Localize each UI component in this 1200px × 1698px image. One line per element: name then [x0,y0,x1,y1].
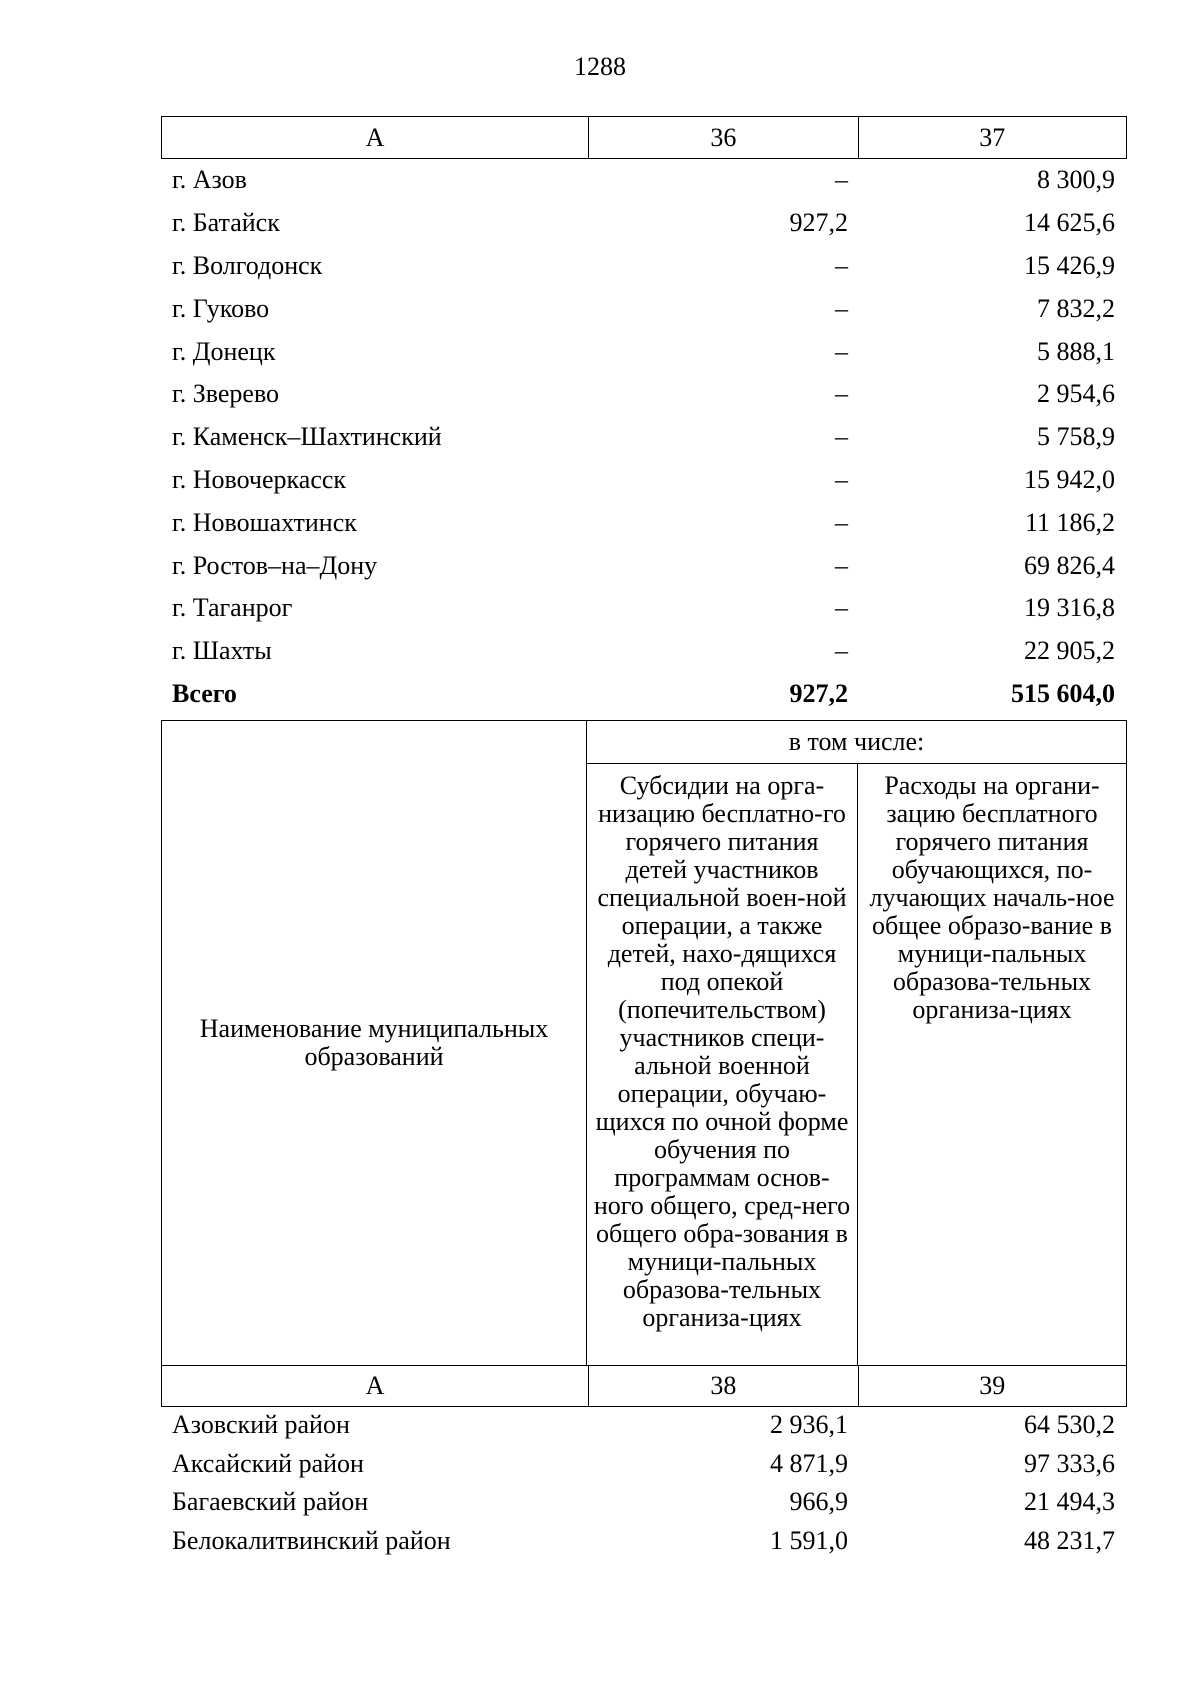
municipality-name: г. Новошахтинск [172,507,357,537]
municipality-name: г. Новочеркасск [172,464,347,494]
including-header: в том числе: [587,721,1126,764]
total-value-37: 515 604,0 [1011,678,1115,708]
header-cell-36: 36 [588,117,857,158]
value-cell: 15 426,9 [1024,250,1115,280]
value-cell: 21 494,3 [1024,1487,1115,1517]
value-cell: 8 300,9 [1037,165,1115,195]
district-name: Белокалитвинский район [172,1525,451,1555]
value-cell: 7 832,2 [1037,293,1115,323]
value-cell: 22 905,2 [1024,636,1115,666]
table-row [161,1406,1127,1445]
district-name: Багаевский район [172,1487,369,1517]
table-row [161,1522,1127,1561]
value-cell: 4 871,9 [770,1448,848,1478]
municipality-name: г. Ростов–на–Дону [172,550,378,580]
table-row [161,287,1127,330]
value-cell: 2 936,1 [770,1410,848,1440]
table-row [161,459,1127,502]
municipality-name: г. Шахты [172,636,272,666]
column-number-header [161,116,1127,159]
value-cell: 69 826,4 [1024,550,1115,580]
value-cell: – [835,379,848,409]
value-cell: 11 186,2 [1024,507,1115,537]
value-cell: – [835,165,848,195]
column-description-header [161,720,1127,1366]
municipality-name: г. Каменск–Шахтинский [172,422,442,452]
value-cell: 5 758,9 [1037,422,1115,452]
municipality-name: г. Батайск [172,208,280,238]
value-cell: 2 954,6 [1037,379,1115,409]
value-cell: – [835,593,848,623]
table-row [161,373,1127,416]
value-cell: 97 333,6 [1024,1448,1115,1478]
header-cell-39: 39 [858,1366,1126,1406]
value-cell: 927,2 [789,208,848,238]
budget-table-header [161,720,1127,1407]
page-number: 1288 [574,52,626,81]
value-cell: – [835,464,848,494]
municipality-name: г. Волгодонск [172,250,323,280]
budget-table-districts [161,1406,1127,1560]
value-cell: 48 231,7 [1024,1525,1115,1555]
total-row [161,673,1127,716]
value-cell: – [835,636,848,666]
table-row [161,501,1127,544]
municipality-name: г. Азов [172,165,247,195]
municipality-name: г. Таганрог [172,593,293,623]
value-cell: – [835,336,848,366]
table-row [161,330,1127,373]
value-cell: – [835,550,848,580]
value-cell: 1 591,0 [770,1525,848,1555]
column-38-description: Субсидии на орга-низацию бесплатно-го горячего питания детей участников специальной воен-ной операции, а также детей, нахо-дящихся под опекой (попечительством) участников специ-альной военной операции, обучаю-щихся по очной форме обучения по программам основ-ного общего, сред-него общего обра-зования в муници-пальных образова-тельных организа-циях [593,771,851,1332]
header-cell-a: А [365,122,385,152]
municipality-name: г. Зверево [172,379,280,409]
value-cell: – [835,293,848,323]
municipality-name: г. Донецк [172,336,276,366]
table-row [161,245,1127,288]
value-cell: – [835,507,848,537]
header-cell-37: 37 [858,117,1126,158]
header-cell-38: 38 [588,1366,857,1406]
table-row [161,630,1127,673]
value-cell: – [835,250,848,280]
header-cell-a: А [365,1371,385,1400]
value-cell: 966,9 [789,1487,848,1517]
value-cell: 64 530,2 [1024,1410,1115,1440]
table-row [161,159,1127,202]
column-39-description: Расходы на органи-зацию бесплатного горячего питания обучающихся, по-лучающих началь-ное общее образо-вание в муници-пальных образова-тельных организа-циях [857,764,1126,1365]
district-name: Аксайский район [172,1448,364,1478]
column-number-header [161,1366,1127,1407]
table-row [161,202,1127,245]
district-name: Азовский район [172,1410,350,1440]
table-row [161,1445,1127,1484]
budget-table-cities [161,116,1127,715]
value-cell: 5 888,1 [1037,336,1115,366]
municipality-name-header: Наименование муниципальных образований [199,1014,549,1071]
total-label: Всего [172,678,237,708]
table-row [161,416,1127,459]
table-row [161,544,1127,587]
municipality-name: г. Гуково [172,293,270,323]
total-value-36: 927,2 [789,678,848,708]
table-row [161,1483,1127,1522]
table-row [161,587,1127,630]
value-cell: – [835,422,848,452]
value-cell: 15 942,0 [1024,464,1115,494]
value-cell: 19 316,8 [1024,593,1115,623]
value-cell: 14 625,6 [1024,208,1115,238]
